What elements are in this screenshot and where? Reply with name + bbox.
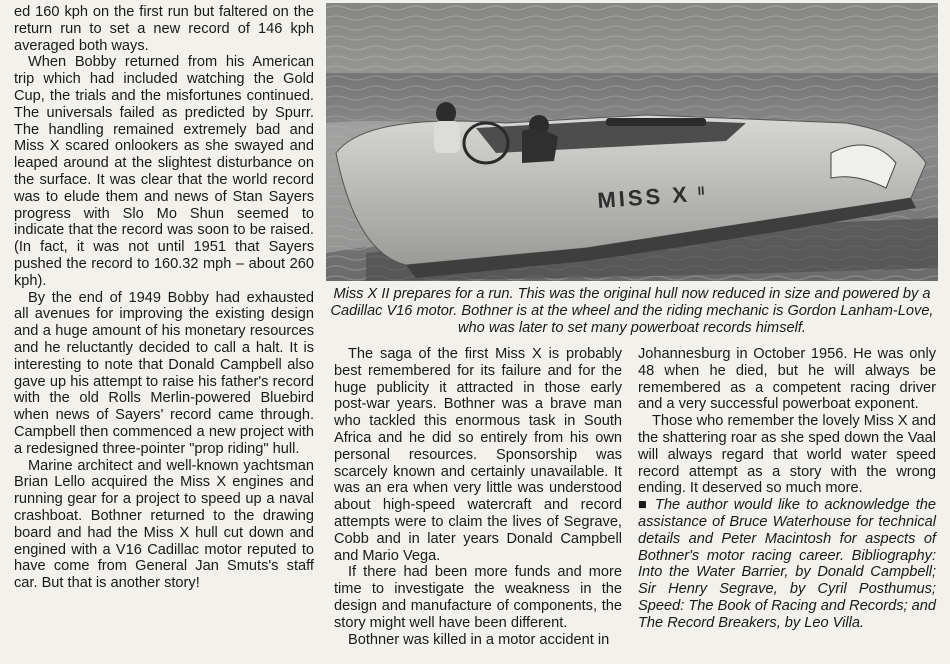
hull-numeral: II — [697, 183, 705, 198]
paragraph: Johannesburg in October 1956. He was only 48 when he died, but he will always be remembered as a competent racing driver and a very successful powerboat exponent. — [638, 346, 936, 413]
column-2 — [334, 346, 622, 648]
paragraph: Bothner was killed in a motor accident in — [348, 631, 610, 648]
acknowledgement — [638, 497, 936, 631]
column-1 — [14, 4, 314, 592]
paragraph: By the end of 1949 Bobby had exhausted all avenues for improving the existing design and a huge amount of his monetary resources and he reluctantly decided to call a halt. It is interesting to note that Donald Campbell also gave up his attempt to raise his father's record with the old Rolls Merlin-powered Bluebird when news of Sayers' record came through. Campbell then commenced a new project with a redesigned three-pointer "prop riding" hull. — [14, 289, 314, 457]
paragraph: If there had been more funds and more time to investigate the weakness in the design and manufacture of components, the story might well have been different. — [334, 564, 622, 631]
boat-photo — [326, 3, 938, 281]
photo-caption: Miss X II prepares for a run. This was the original hull now reduced in size and powered by a Cadillac V16 motor. Bothner is at the wheel and the riding mechanic is Gordon Lanham-Love, who was later to set many powerboat records himself. — [330, 286, 934, 336]
paragraph: Marine architect and well-known yachtsman Brian Lello acquired the Miss X engines and running gear for a project to speed up a naval crashboat. Bothner returned to the drawing board and had the Miss X hull cut down and engined with a V16 Cadillac motor reputed to have come from General Jan Smuts's staff car. But that is another story! — [14, 457, 314, 592]
acknowledgement-text: The author would like to acknowledge the assistance of Bruce Waterhouse for technical details and Peter Macintosh for aspects of Bothner's motor racing career. Bibliography: Into the Water Barrier, by Donald Campbell; Sir Henry Segrave, by Cyril Posthumus; Speed: The Book of Racing and Records; and The Record Breakers, by Leo Villa. — [638, 497, 936, 631]
paragraph: The saga of the first Miss X is probably best remembered for its failure and for the huge publicity it attracted in those early post-war years. Bothner was a brave man who tackled this enormous task in South Africa and he did so entirely from his own personal resources. Sponsorship was scarcely known and certainly unavailable. It was an era when very little was understood about high-speed watercraft and record attempts were to claim the lives of Segrave, Cobb and in later years Donald Campbell and Mario Vega. — [334, 346, 622, 564]
column-3 — [638, 346, 936, 632]
paragraph: ed 160 kph on the first run but faltered on the return run to set a new record of 146 kph averaged both ways. — [14, 4, 314, 54]
hull-lettering: MISS X — [596, 181, 691, 213]
square-bullet-icon: ■ — [638, 497, 649, 514]
paragraph: When Bobby returned from his American trip which had included watching the Gold Cup, the trials and the misfortunes continued. The universals failed as predicted by Spurr. The handling remained extremely bad and Miss X scared onlookers as she swayed and leaped around at the slightest disturbance on the surface. It was clear that the world record was to elude them and news of Stan Sayers progress with Slo Mo Shun seemed to indicate that the record was soon to be raised. (In fact, it was not until 1951 that Sayers pushed the record to 160.32 mph – about 260 kph). — [14, 54, 314, 289]
boat-photo-image — [326, 3, 938, 281]
paragraph: Those who remember the lovely Miss X and the shattering roar as she sped down the Vaal will always regard that world water speed record attempt as a story with the wrong ending. It deserved so much more. — [638, 413, 936, 497]
